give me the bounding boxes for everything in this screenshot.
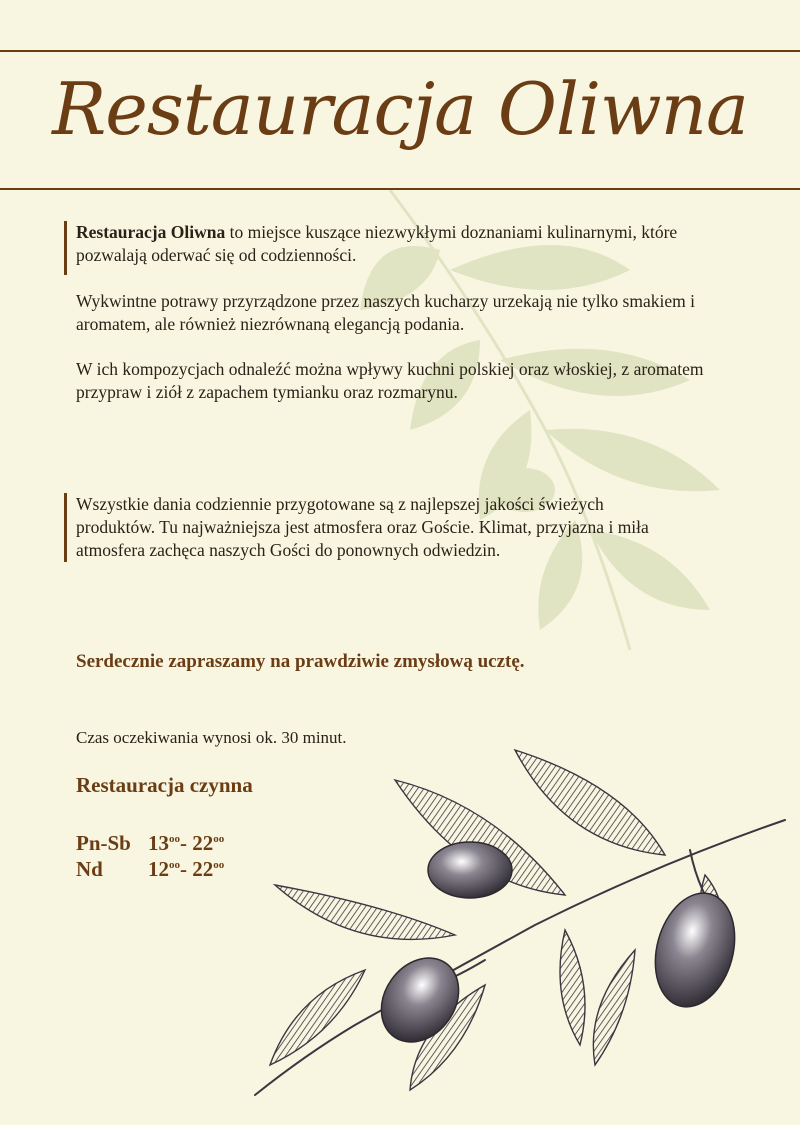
intro-paragraph-1-text: to miejsce kuszące niezwykłymi doznaniami kulinarnymi, które pozwalają oderwać się od codzienności. [76,222,678,265]
olive-branch-illustration [235,735,800,1125]
close-hour: 22 [192,857,214,881]
open-minutes: oo [169,859,180,871]
opening-hours [76,830,224,882]
open-hour: 13 [148,831,169,855]
hours-dash: - [180,857,193,881]
hours-row [76,830,224,856]
quality-paragraph: Wszystkie dania codziennie przygotowane są z najlepszej jakości świeżych produktów. Tu najważniejsza jest atmosfera oraz Goście. Klimat, przyjazna i miła atmosfera zachęca naszych Gości do ponownych odwiedzin. [76,494,649,560]
intro-paragraph-3: W ich kompozycjach odnaleźć można wpływy kuchni polskiej oraz włoskiej, z aromatem przypraw i ziół z zapachem tymianku oraz rozmarynu. [76,359,704,402]
hours-row [76,856,224,882]
close-hour: 22 [192,831,214,855]
open-hour: 12 [148,857,169,881]
hours-dash: - [180,831,193,855]
intro-section [64,221,736,275]
open-minutes: oo [169,833,180,845]
quality-section [64,493,666,562]
wait-time-text: Czas oczekiwania wynosi ok. 30 minut. [76,728,347,747]
close-minutes: oo [213,833,225,845]
day-label: Pn-Sb [76,831,131,855]
intro-paragraph-2: Wykwintne potrawy przyrządzone przez naszych kucharzy urzekają nie tylko smakiem i aromatem, ale również niezrównaną elegancją podania. [76,291,695,334]
intro-paragraph-1 [76,221,736,267]
restaurant-name: Restauracja Oliwna [76,222,226,242]
close-minutes: oo [213,859,225,871]
top-rule [0,50,800,52]
opening-hours-title: Restauracja czynna [76,773,253,797]
invite-text: Serdecznie zapraszamy na prawdziwie zmysłową ucztę. [76,651,525,672]
day-label: Nd [76,857,103,881]
page-title: Restauracja Oliwna [52,67,748,151]
